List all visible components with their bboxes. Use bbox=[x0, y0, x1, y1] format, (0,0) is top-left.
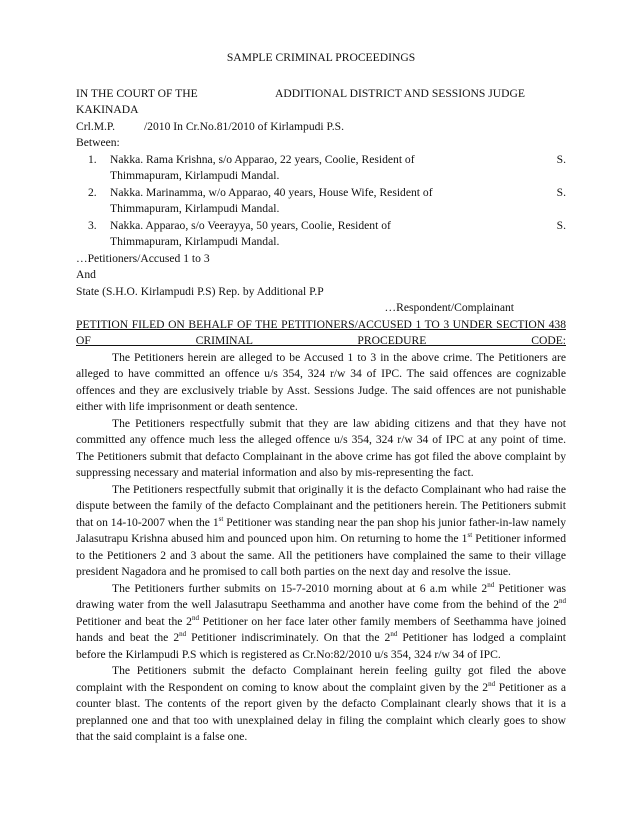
text-run: Petitioner was drawing water from the well Jalasutrapu Seethamma and another have come from the behind of the 2 bbox=[76, 581, 566, 611]
text-run: Petitioner and beat the 2 bbox=[76, 614, 192, 628]
petitioner-details-tail: S. bbox=[556, 218, 566, 232]
superscript: st bbox=[467, 531, 473, 540]
petition-heading bbox=[76, 317, 566, 350]
paragraph-counter-blast bbox=[76, 663, 566, 746]
case-number: Crl.M.P. /2010 In Cr.No.81/2010 of Kirlampudi P.S. bbox=[76, 119, 344, 133]
text-run: Petitioner informed to the Petitioners 2 and 3 about the same. All the petitioners have complained the same to their village president Nagadora and he promised to call both parties on the next day and resolve the issue. bbox=[76, 532, 566, 578]
text-run: Petitioner on her face later other family members of Seethamma have joined hands and beat the 2 bbox=[76, 614, 567, 644]
petitioner-address: Thimmapuram, Kirlampudi Mandal. bbox=[110, 169, 280, 182]
paragraph-incident bbox=[76, 581, 566, 664]
document-page bbox=[76, 50, 566, 746]
state-party: State (S.H.O. Kirlampudi P.S) Rep. by Additional P.P bbox=[76, 284, 324, 298]
text-run: Petitioner was standing near the pan shop his junior father-in-law namely Jalasutrapu Krishna abused him and pounced upon him. On returning to home the 1 bbox=[76, 515, 566, 545]
petitioner-item bbox=[76, 185, 566, 218]
superscript: nd bbox=[487, 580, 495, 589]
text-run: The Petitioners further submits on 15-7-2010 morning about at 6 a.m while 2 bbox=[112, 581, 488, 595]
court-prefix: IN THE COURT OF THE bbox=[76, 86, 198, 100]
superscript: nd bbox=[488, 679, 496, 688]
petitioner-number: 1. bbox=[88, 152, 97, 166]
petitioner-number: 3. bbox=[88, 218, 97, 232]
superscript: nd bbox=[390, 630, 398, 639]
superscript: nd bbox=[179, 630, 187, 639]
petitioner-address: Thimmapuram, Kirlampudi Mandal. bbox=[110, 235, 280, 248]
paragraph-accusation: The Petitioners herein are alleged to be Accused 1 to 3 in the above crime. The Petitioners are alleged to have committed an offence u/s 354, 324 r/w 34 of IPC. The said offences are cognizable offences and they are exclusively triable by Asst. Sessions Judge. The said offences are not punishable either with life imprisonment or death sentence. bbox=[76, 350, 566, 413]
and-label: And bbox=[76, 268, 96, 281]
superscript: nd bbox=[191, 613, 199, 622]
text-run: Petitioner indiscriminately. On that the 2 bbox=[186, 631, 391, 644]
superscript: st bbox=[218, 514, 224, 523]
petitioner-details: Nakka. Rama Krishna, s/o Apparao, 22 years, Coolie, Resident of bbox=[110, 152, 415, 166]
court-place: KAKINADA bbox=[76, 103, 139, 116]
petitioner-number: 2. bbox=[88, 185, 97, 199]
text-run: Petitioner has lodged a complaint before the Kirlampudi P.S which is registered as Cr.No:82/2010 u/s 354, 324 r/w 34 of IPC. bbox=[76, 631, 566, 661]
petitioner-item bbox=[76, 218, 566, 251]
text-run: The Petitioners respectfully submit that originally it is the defacto Complainant who had raise the dispute between the family of the defacto Complainant and the petitioners herein. The Petitioners submit that on 14-10-2007 when the 1 bbox=[76, 482, 566, 529]
court-name: ADDITIONAL DISTRICT AND SESSIONS JUDGE bbox=[275, 86, 525, 100]
court-line bbox=[76, 86, 566, 103]
respondent-label: …Respondent/Complainant bbox=[384, 301, 514, 314]
between-label: Between: bbox=[76, 136, 120, 149]
paragraph-dispute-origin bbox=[76, 482, 566, 581]
petitioner-details-tail: S. bbox=[556, 152, 566, 166]
petition-heading-text: PETITION FILED ON BEHALF OF THE PETITIONERS/ACCUSED 1 TO 3 UNDER SECTION 438 OF CRIMINAL PROCEDURE CODE: bbox=[76, 317, 566, 347]
petitioners-label: …Petitioners/Accused 1 to 3 bbox=[76, 251, 210, 265]
petitioner-details: Nakka. Marinamma, w/o Apparao, 40 years, House Wife, Resident of bbox=[110, 185, 433, 199]
paragraph-innocence: The Petitioners respectfully submit that they are law abiding citizens and that they have not committed any offence much less the alleged offence u/s 354, 324 r/w 34 of IPC at any point of time. The Petitioners submit that defacto Complainant in the above crime has got filed the above complaint by suppressing necessary and material information and also by mis-representing the fact. bbox=[76, 416, 566, 479]
text-run: The Petitioners submit the defacto Complainant herein feeling guilty got filed the above complaint with the Respondent on coming to know about the complaint given by the 2 bbox=[76, 664, 566, 694]
document-title: SAMPLE CRIMINAL PROCEEDINGS bbox=[226, 51, 416, 64]
petitioner-list bbox=[76, 152, 566, 251]
petitioner-address: Thimmapuram, Kirlampudi Mandal. bbox=[110, 202, 280, 215]
petitioner-details-tail: S. bbox=[556, 185, 566, 199]
text-run: Petitioner as a counter blast. The contents of the report given by the defacto Complainant clearly shows that it is a preplanned one and that too with unexplained delay in filing the complaint which clearly goes to show that the said complaint is a false one. bbox=[76, 680, 567, 743]
petitioner-details: Nakka. Apparao, s/o Veerayya, 50 years, Coolie, Resident of bbox=[110, 218, 391, 232]
superscript: nd bbox=[559, 597, 566, 606]
petitioner-item bbox=[76, 152, 566, 185]
